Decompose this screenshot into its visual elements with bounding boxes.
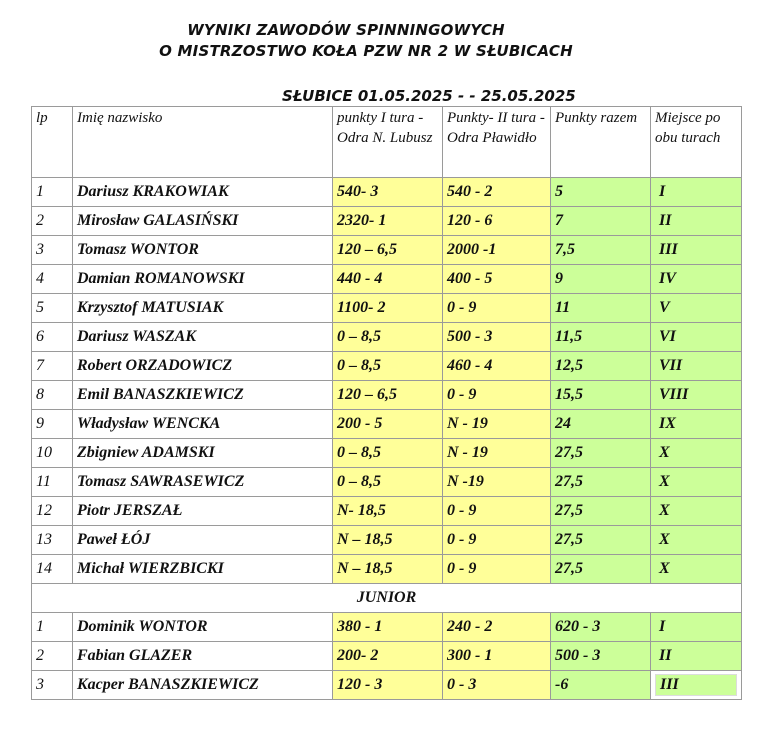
- cell-total: 27,5: [551, 497, 651, 526]
- cell-lp: 11: [32, 468, 73, 497]
- cell-place: IX: [651, 410, 742, 439]
- header-tour1: punkty I tura -Odra N. Lubusz: [333, 107, 443, 178]
- cell-total: 11,5: [551, 323, 651, 352]
- cell-place: I: [651, 613, 742, 642]
- cell-name: Piotr JERSZAŁ: [73, 497, 333, 526]
- cell-place: X: [651, 439, 742, 468]
- cell-tour2: 0 - 9: [443, 555, 551, 584]
- cell-tour1: 120 – 6,5: [333, 381, 443, 410]
- table-row: [32, 178, 742, 207]
- cell-name: Michał WIERZBICKI: [73, 555, 333, 584]
- table-row: [32, 439, 742, 468]
- cell-tour2: 0 - 3: [443, 671, 551, 700]
- cell-tour2: N - 19: [443, 410, 551, 439]
- header-row: [32, 107, 742, 178]
- cell-place: X: [651, 468, 742, 497]
- cell-place: II: [651, 207, 742, 236]
- cell-tour1: 120 – 6,5: [333, 236, 443, 265]
- junior-label: JUNIOR: [32, 584, 742, 613]
- header-lp: lp: [32, 107, 73, 178]
- cell-place: VIII: [651, 381, 742, 410]
- cell-lp: 2: [32, 207, 73, 236]
- table-row: [32, 410, 742, 439]
- cell-tour2: 2000 -1: [443, 236, 551, 265]
- cell-tour1: 540- 3: [333, 178, 443, 207]
- cell-lp: 14: [32, 555, 73, 584]
- senior-results: [32, 178, 742, 584]
- title-line-2: O MISTRZOSTWO KOŁA PZW NR 2 W SŁUBICACH: [159, 42, 573, 60]
- cell-total: 11: [551, 294, 651, 323]
- date-range: SŁUBICE 01.05.2025 - - 25.05.2025: [282, 87, 576, 105]
- cell-tour1: 380 - 1: [333, 613, 443, 642]
- table-row: [32, 526, 742, 555]
- cell-lp: 7: [32, 352, 73, 381]
- cell-name: Kacper BANASZKIEWICZ: [73, 671, 333, 700]
- cell-tour1: 200- 2: [333, 642, 443, 671]
- header-total: Punkty razem: [551, 107, 651, 178]
- cell-tour1: 120 - 3: [333, 671, 443, 700]
- cell-tour2: 0 - 9: [443, 497, 551, 526]
- cell-total: 24: [551, 410, 651, 439]
- table-row: [32, 381, 742, 410]
- cell-place: X: [651, 555, 742, 584]
- cell-tour2: 0 - 9: [443, 381, 551, 410]
- cell-tour1: N – 18,5: [333, 526, 443, 555]
- cell-name: Władysław WENCKA: [73, 410, 333, 439]
- cell-place: V: [651, 294, 742, 323]
- cell-tour2: 240 - 2: [443, 613, 551, 642]
- cell-lp: 12: [32, 497, 73, 526]
- cell-tour2: N - 19: [443, 439, 551, 468]
- cell-place: VII: [651, 352, 742, 381]
- cell-place: X: [651, 526, 742, 555]
- cell-name: Zbigniew ADAMSKI: [73, 439, 333, 468]
- table-row: [32, 497, 742, 526]
- cell-tour1: 0 – 8,5: [333, 439, 443, 468]
- header-tour2: Punkty- II tura -Odra Pławidło: [443, 107, 551, 178]
- cell-total: -6: [551, 671, 651, 700]
- cell-total: 27,5: [551, 439, 651, 468]
- cell-tour2: N -19: [443, 468, 551, 497]
- cell-name: Damian ROMANOWSKI: [73, 265, 333, 294]
- cell-tour2: 540 - 2: [443, 178, 551, 207]
- cell-place: [651, 671, 742, 700]
- cell-total: 7,5: [551, 236, 651, 265]
- cell-name: Tomasz WONTOR: [73, 236, 333, 265]
- cell-tour2: 500 - 3: [443, 323, 551, 352]
- cell-tour2: 300 - 1: [443, 642, 551, 671]
- cell-lp: 10: [32, 439, 73, 468]
- table-row: [32, 352, 742, 381]
- cell-name: Dariusz WASZAK: [73, 323, 333, 352]
- table-row: [32, 236, 742, 265]
- table-row: [32, 323, 742, 352]
- cell-total: 27,5: [551, 526, 651, 555]
- cell-lp: 3: [32, 236, 73, 265]
- title-line-1: WYNIKI ZAWODÓW SPINNINGOWYCH: [187, 21, 505, 39]
- cell-name: Dominik WONTOR: [73, 613, 333, 642]
- cell-name: Robert ORZADOWICZ: [73, 352, 333, 381]
- cell-lp: 1: [32, 178, 73, 207]
- cell-name: Dariusz KRAKOWIAK: [73, 178, 333, 207]
- cell-lp: 8: [32, 381, 73, 410]
- cell-total: 15,5: [551, 381, 651, 410]
- cell-tour2: 0 - 9: [443, 526, 551, 555]
- cell-tour1: 0 – 8,5: [333, 352, 443, 381]
- header-place: Miejsce po obu turach: [651, 107, 742, 178]
- place-value: III: [655, 674, 737, 696]
- results-table: [31, 106, 742, 700]
- cell-place: IV: [651, 265, 742, 294]
- table-row: [32, 642, 742, 671]
- cell-tour2: 120 - 6: [443, 207, 551, 236]
- cell-total: 12,5: [551, 352, 651, 381]
- cell-name: Mirosław GALASIŃSKI: [73, 207, 333, 236]
- cell-name: Tomasz SAWRASEWICZ: [73, 468, 333, 497]
- cell-tour1: N- 18,5: [333, 497, 443, 526]
- cell-tour1: 440 - 4: [333, 265, 443, 294]
- table-row: [32, 294, 742, 323]
- cell-name: Krzysztof MATUSIAK: [73, 294, 333, 323]
- cell-place: II: [651, 642, 742, 671]
- cell-lp: 1: [32, 613, 73, 642]
- cell-lp: 13: [32, 526, 73, 555]
- table-row: [32, 671, 742, 700]
- cell-lp: 3: [32, 671, 73, 700]
- cell-tour1: N – 18,5: [333, 555, 443, 584]
- junior-results: [32, 613, 742, 700]
- cell-tour1: 2320- 1: [333, 207, 443, 236]
- cell-tour1: 0 – 8,5: [333, 468, 443, 497]
- header-name: Imię nazwisko: [73, 107, 333, 178]
- cell-lp: 6: [32, 323, 73, 352]
- cell-name: Fabian GLAZER: [73, 642, 333, 671]
- cell-total: 9: [551, 265, 651, 294]
- cell-place: X: [651, 497, 742, 526]
- cell-place: VI: [651, 323, 742, 352]
- cell-place: III: [651, 236, 742, 265]
- cell-total: 27,5: [551, 468, 651, 497]
- junior-section-row: [32, 584, 742, 613]
- cell-lp: 2: [32, 642, 73, 671]
- cell-total: 500 - 3: [551, 642, 651, 671]
- cell-total: 5: [551, 178, 651, 207]
- table-row: [32, 613, 742, 642]
- table-row: [32, 265, 742, 294]
- cell-tour2: 0 - 9: [443, 294, 551, 323]
- cell-total: 620 - 3: [551, 613, 651, 642]
- cell-tour2: 400 - 5: [443, 265, 551, 294]
- cell-tour1: 200 - 5: [333, 410, 443, 439]
- table-row: [32, 555, 742, 584]
- cell-total: 27,5: [551, 555, 651, 584]
- table-row: [32, 468, 742, 497]
- cell-tour2: 460 - 4: [443, 352, 551, 381]
- cell-lp: 4: [32, 265, 73, 294]
- cell-tour1: 0 – 8,5: [333, 323, 443, 352]
- cell-name: Paweł ŁÓJ: [73, 526, 333, 555]
- cell-total: 7: [551, 207, 651, 236]
- table-row: [32, 207, 742, 236]
- cell-name: Emil BANASZKIEWICZ: [73, 381, 333, 410]
- cell-tour1: 1100- 2: [333, 294, 443, 323]
- cell-lp: 5: [32, 294, 73, 323]
- cell-place: I: [651, 178, 742, 207]
- cell-lp: 9: [32, 410, 73, 439]
